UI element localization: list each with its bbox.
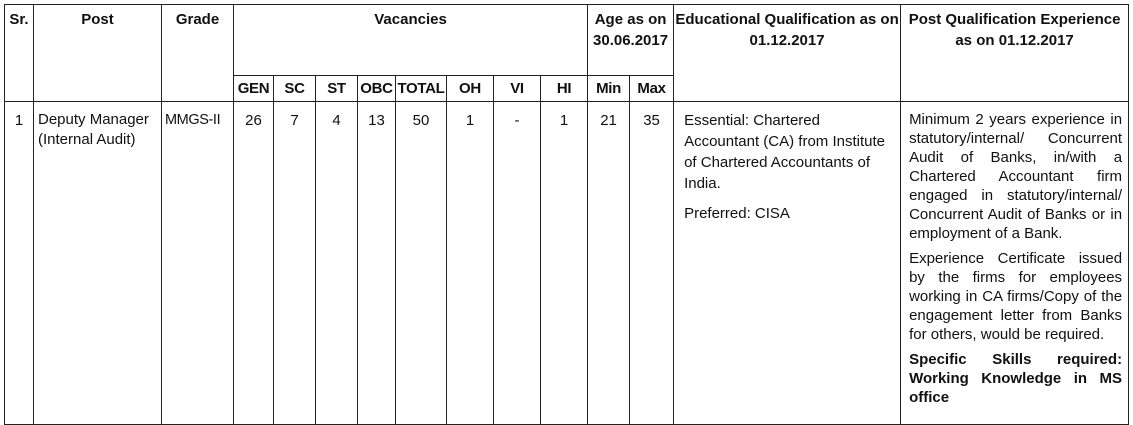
header-grade: Grade [162, 5, 234, 102]
subheader-oh: OH [447, 76, 494, 102]
header-exp: Post Qualification Experience as on 01.12.2017 [901, 5, 1129, 102]
header-age: Age as on 30.06.2017 [588, 5, 674, 76]
cell-age-max: 35 [630, 102, 674, 425]
experience-minimum: Minimum 2 years experience in statutory/internal/ Concurrent Audit of Banks, in/with a Chartered Accountant firm engaged in statutory/internal/ Concurrent Audit of Banks or in employment of a Bank. [909, 111, 1123, 242]
subheader-st: ST [316, 76, 358, 102]
experience-certificate: Experience Certificate issued by the firms for employees working in CA firms/Copy of the engagement letter from Banks for others, would be required. [909, 250, 1123, 343]
specific-skills: Specific Skills required: Working Knowledge in MS office [909, 351, 1123, 406]
subheader-gen: GEN [234, 76, 274, 102]
cell-oh: 1 [447, 102, 494, 425]
subheader-sc: SC [274, 76, 316, 102]
cell-sr: 1 [5, 102, 34, 425]
cell-experience [901, 102, 1129, 425]
cell-gen: 26 [234, 102, 274, 425]
cell-grade: MMGS-II [162, 102, 234, 425]
cell-sc: 7 [274, 102, 316, 425]
cell-post: Deputy Manager (Internal Audit) [34, 102, 162, 425]
cell-total: 50 [396, 102, 447, 425]
subheader-min: Min [588, 76, 630, 102]
subheader-obc: OBC [358, 76, 396, 102]
vacancy-table-container [4, 4, 1128, 425]
cell-st: 4 [316, 102, 358, 425]
table-row [5, 102, 1129, 425]
subheader-total: TOTAL [396, 76, 447, 102]
cell-age-min: 21 [588, 102, 630, 425]
header-edu: Educational Qualification as on 01.12.2017 [674, 5, 901, 102]
subheader-vi: VI [494, 76, 541, 102]
cell-education [674, 102, 901, 425]
education-essential: Essential: Chartered Accountant (CA) from Institute of Chartered Accountants of India. [684, 112, 885, 192]
header-vacancies: Vacancies [234, 5, 588, 76]
header-row [5, 5, 1129, 76]
vacancy-table [4, 4, 1129, 425]
header-sr: Sr. [5, 5, 34, 102]
subheader-max: Max [630, 76, 674, 102]
cell-obc: 13 [358, 102, 396, 425]
header-post: Post [34, 5, 162, 102]
education-preferred: Preferred: CISA [684, 205, 790, 222]
cell-vi: - [494, 102, 541, 425]
cell-hi: 1 [541, 102, 588, 425]
subheader-hi: HI [541, 76, 588, 102]
